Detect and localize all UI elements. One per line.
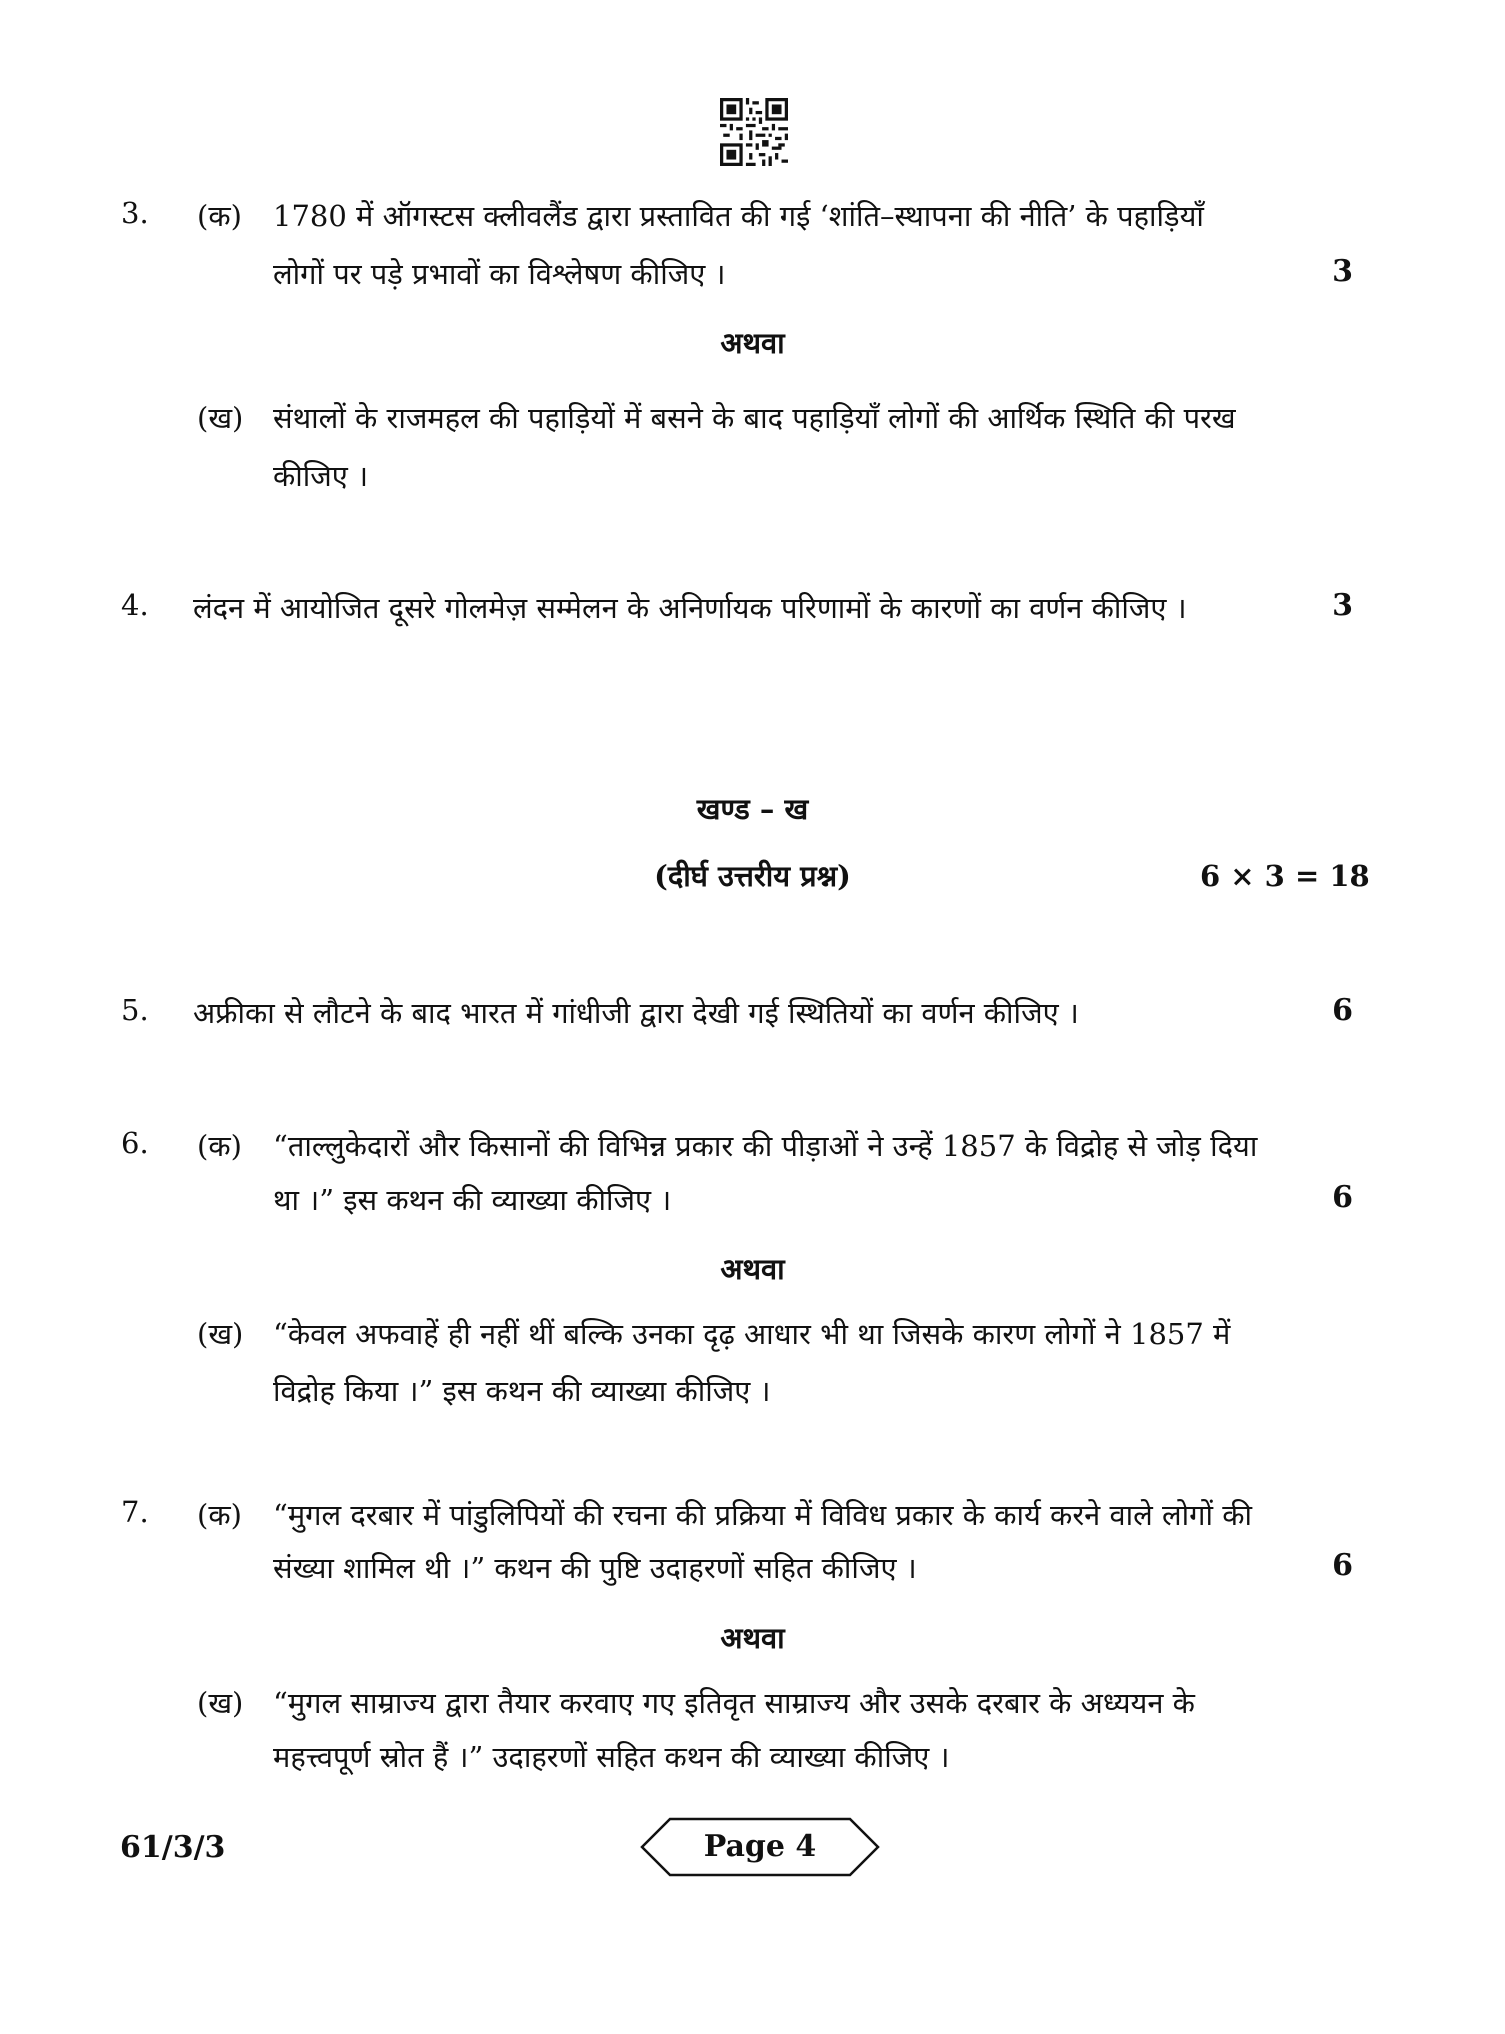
question-text: अफ्रीका से लौटने के बाद भारत में गांधीजी द्वारा देखी गई स्थितियों का वर्णन कीजिए । [193,996,1079,1030]
question-text: “मुगल साम्राज्य द्वारा तैयार करवाए गए इतिवृत साम्राज्य और उसके दरबार के अध्ययन के [273,1686,1195,1720]
marks: 6 [1332,1180,1353,1215]
question-text: “ताल्लुकेदारों और किसानों की विभिन्न प्रकार की पीड़ाओं ने उन्हें 1857 के विद्रोह से जोड़ दिया [273,1129,1258,1163]
marks: 3 [1332,254,1353,289]
question-number: 4. [121,588,149,622]
question-text: लंदन में आयोजित दूसरे गोलमेज़ सम्मेलन के अनिर्णायक परिणामों के कारणों का वर्णन कीजिए । [193,591,1187,625]
page-number: Page 4 [703,1829,817,1864]
section-title: खण्ड – ख [696,792,809,826]
section-subtitle: (दीर्घ उत्तरीय प्रश्न) [654,859,851,893]
marks: 3 [1332,588,1353,623]
sub-label: (क) [197,1129,242,1163]
sub-label: (क) [197,1498,242,1532]
qr-code [720,98,788,166]
marks: 6 [1332,1548,1353,1583]
marks: 6 [1332,993,1353,1028]
question-text: 1780 में ऑगस्टस क्लीवलैंड द्वारा प्रस्तावित की गई ‘शांति–स्थापना की नीति’ के पहाड़ियाँ [273,199,1204,233]
question-text: संथालों के राजमहल की पहाड़ियों में बसने के बाद पहाड़ियाँ लोगों की आर्थिक स्थिति की परख [273,401,1236,435]
sub-label: (ख) [197,401,244,435]
question-text: कीजिए । [273,459,369,493]
question-text: विद्रोह किया ।” इस कथन की व्याख्या कीजिए । [273,1374,771,1408]
or-separator: अथवा [720,1621,785,1655]
question-number: 6. [121,1126,149,1160]
sub-label: (क) [197,199,242,233]
question-number: 7. [121,1495,149,1529]
or-separator: अथवा [720,326,785,360]
question-text: संख्या शामिल थी ।” कथन की पुष्टि उदाहरणों सहित कीजिए । [273,1551,917,1585]
question-text: महत्त्वपूर्ण स्रोत हैं ।” उदाहरणों सहित कथन की व्याख्या कीजिए । [273,1740,950,1774]
question-text: “मुगल दरबार में पांडुलिपियों की रचना की प्रक्रिया में विविध प्रकार के कार्य करने वाले लोगों की [273,1498,1253,1532]
question-number: 3. [121,196,149,230]
sub-label: (ख) [197,1317,244,1351]
sub-label: (ख) [197,1686,244,1720]
section-marks: 6 × 3 = 18 [1200,859,1370,893]
question-number: 5. [121,993,149,1027]
question-text: “केवल अफवाहें ही नहीं थीं बल्कि उनका दृढ़ आधार भी था जिसके कारण लोगों ने 1857 में [273,1317,1231,1351]
paper-code: 61/3/3 [120,1830,226,1865]
question-text: था ।” इस कथन की व्याख्या कीजिए । [273,1183,672,1217]
or-separator: अथवा [720,1252,785,1286]
question-text: लोगों पर पड़े प्रभावों का विश्लेषण कीजिए । [273,257,726,291]
